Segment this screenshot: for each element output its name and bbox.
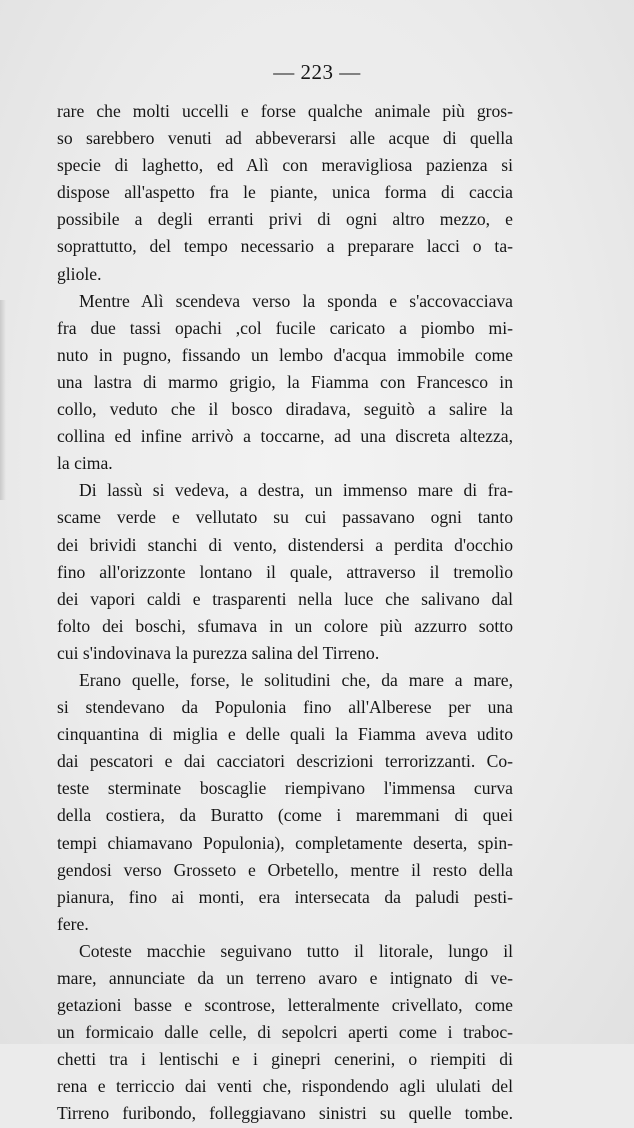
text-line: si stendevano da Populonia fino all'Alberese per una <box>57 697 513 718</box>
text-line: chetti tra i lentischi e i ginepri cenerini, o riempiti di <box>57 1049 513 1070</box>
text-line: so sarebbero venuti ad abbeverarsi alle acque di quella <box>57 128 513 149</box>
text-line: dispose all'aspetto fra le piante, unica forma di caccia <box>57 182 513 203</box>
text-line: fino all'orizzonte lontano il quale, attraverso il tremolìo <box>57 561 513 582</box>
text-line: Mentre Alì scendeva verso la sponda e s'accovacciava <box>79 290 513 311</box>
text-line: Coteste macchie seguivano tutto il litorale, lungo il <box>79 940 513 961</box>
text-line: pianura, fino ai monti, era intersecata da paludi pesti- <box>57 886 513 907</box>
text-line: Tirreno furibondo, folleggiavano sinistri su quelle tombe. <box>57 1103 513 1124</box>
text-line: gliole. <box>57 263 102 284</box>
text-line: teste sterminate boscaglie riempivano l'immensa curva <box>57 778 513 799</box>
text-line: collina ed infine arrivò a toccarne, ad una discreta altezza, <box>57 426 513 447</box>
text-line: cui s'indovinava la purezza salina del Tirreno. <box>57 642 380 663</box>
text-line: specie di laghetto, ed Alì con meravigliosa pazienza si <box>57 155 513 176</box>
text-line: un formicaio dalle celle, di sepolcri aperti come i traboc- <box>57 1022 513 1043</box>
text-line: soprattutto, del tempo necessario a preparare lacci o ta- <box>57 236 513 257</box>
text-line: scame verde e vellutato su cui passavano ogni tanto <box>57 507 513 528</box>
text-line: Erano quelle, forse, le solitudini che, da mare a mare, <box>79 669 513 690</box>
text-line: la cima. <box>57 453 113 474</box>
text-line: possibile a degli erranti privi di ogni altro mezzo, e <box>57 209 513 230</box>
text-line: dai pescatori e dai cacciatori descrizioni terrorizzanti. Co- <box>57 751 513 772</box>
text-line: mare, annunciate da un terreno avaro e intignato di ve- <box>57 968 513 988</box>
text-line: nuto in pugno, fissando un lembo d'acqua immobile come <box>57 344 513 365</box>
text-line: rena e terriccio dai venti che, rispondendo agli ululati del <box>57 1076 513 1097</box>
binding-shadow <box>0 300 6 500</box>
text-line: gendosi verso Grosseto e Orbetello, mentre il resto della <box>57 859 513 880</box>
text-line: una lastra di marmo grigio, la Fiamma con Francesco in <box>57 371 513 392</box>
page-number-header: — 223 — <box>273 60 361 84</box>
text-line: dei vapori caldi e trasparenti nella luce che salivano dal <box>57 588 513 609</box>
text-line: della costiera, da Buratto (come i maremmani di quei <box>57 805 513 826</box>
text-line: fere. <box>57 913 89 934</box>
text-line: rare che molti uccelli e forse qualche animale più gros- <box>57 101 513 121</box>
text-line: folto dei boschi, sfumava in un colore più azzurro sotto <box>57 615 513 636</box>
text-line: fra due tassi opachi ,col fucile caricato a piombo mi- <box>57 317 513 338</box>
text-line: cinquantina di miglia e delle quali la Fiamma aveva udito <box>57 724 513 745</box>
text-line: Di lassù si vedeva, a destra, un immenso mare di fra- <box>79 480 513 501</box>
text-line: collo, veduto che il bosco diradava, seguitò a salire la <box>57 399 513 420</box>
text-line: dei brividi stanchi di vento, distendersi a perdita d'occhio <box>57 534 513 555</box>
body-text <box>57 98 513 1128</box>
text-line: getazioni basse e scontrose, letteralmente crivellato, come <box>57 995 513 1016</box>
text-line: tempi chiamavano Populonia), completamente deserta, spin- <box>57 832 513 853</box>
